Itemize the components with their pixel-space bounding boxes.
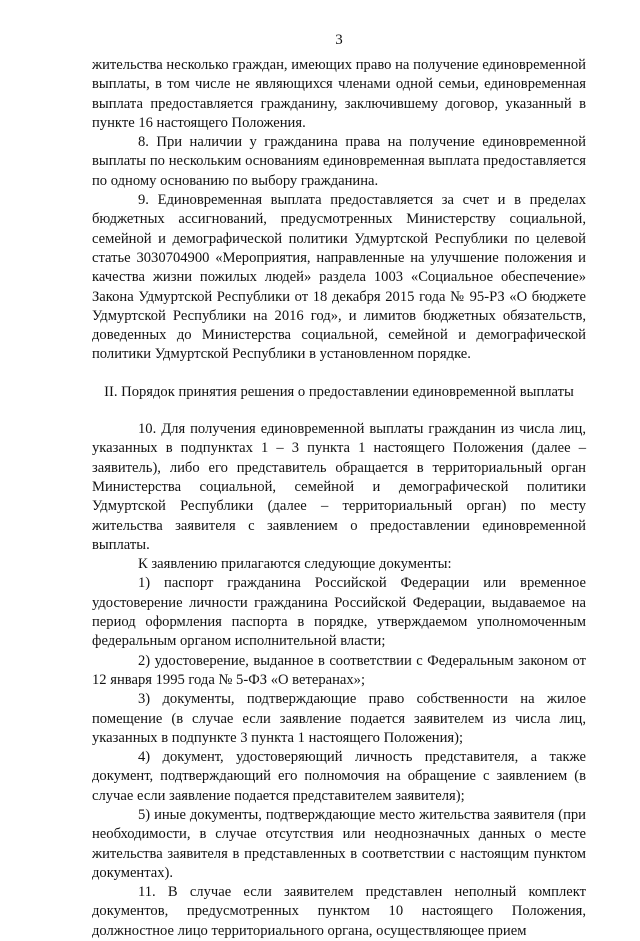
list-item-document-1: 1) паспорт гражданина Российской Федерации или временное удостоверение личности гражданина Российской Федерации, выдаваемое на период оформления паспорта в порядке, утверждаемом уполномоченным федеральным органом исполнительной власти;	[92, 575, 586, 650]
page-number: 3	[335, 32, 343, 48]
paragraph-item-11: 11. В случае если заявителем представлен неполный комплект документов, предусмотренных пунктом 10 настоящего Положения, должностное лицо территориального органа, осуществляющее прием	[92, 884, 586, 939]
paragraph-item-8: 8. При наличии у гражданина права на получение единовременной выплаты по нескольким основаниям единовременная выплата предоставляется по одному основанию по выбору гражданина.	[92, 134, 586, 189]
section-heading: II. Порядок принятия решения о предоставлении единовременной выплаты	[104, 383, 574, 400]
list-item-document-4: 4) документ, удостоверяющий личность представителя, а также документ, подтверждающий его полномочия на обращение с заявлением (в случае если заявление подается представителем заявителя);	[92, 749, 586, 804]
list-item-document-5: 5) иные документы, подтверждающие место жительства заявителя (при необходимости, в случае отсутствия или неоднозначных данных о месте жительства заявителя в представленных в соответствии с настоящим пунктом документах).	[92, 806, 586, 881]
paragraph-documents-intro: К заявлению прилагаются следующие документы:	[138, 556, 452, 573]
list-item-document-2: 2) удостоверение, выданное в соответствии с Федеральным законом от 12 января 1995 года № 5-ФЗ «О ветеранах»;	[92, 652, 586, 688]
paragraph-continuation: жительства несколько граждан, имеющих право на получение единовременной выплаты, в том числе не являющихся членами одной семьи, единовременная выплата предоставляется гражданину, заключившему договор, указанный в пункте 16 настоящего Положения.	[92, 57, 586, 131]
paragraph-item-9: 9. Единовременная выплата предоставляется за счет и в пределах бюджетных ассигнований, предусмотренных Министерству социальной, семейной и демографической политики Удмуртской Республики по целевой статье 3030704900 «Мероприятия, направленные на улучшение положения и качества жизни пожилых людей» раздела 1003 «Социальное обеспечение» Закона Удмуртской Республики от 18 декабря 2015 года № 95-РЗ «О бюджете Удмуртской Республики на 2016 год», и лимитов бюджетных обязательств, доведенных до Министерства социальной, семейной и демографической политики Удмуртской Республики в установленном порядке.	[92, 192, 586, 363]
paragraph-item-10: 10. Для получения единовременной выплаты гражданин из числа лиц, указанных в подпунктах 1 – 3 пункта 1 настоящего Положения (далее – заявитель), либо его представитель обращается в территориальный орган Министерства социальной, семейной и демографической политики Удмуртской Республики (далее – территориальный орган) по месту жительства заявителя с заявлением о предоставлении единовременной выплаты.	[92, 421, 586, 553]
list-item-document-3: 3) документы, подтверждающие право собственности на жилое помещение (в случае если заявление подается заявителем из числа лиц, указанных в подпункте 3 пункта 1 настоящего Положения);	[92, 691, 586, 746]
